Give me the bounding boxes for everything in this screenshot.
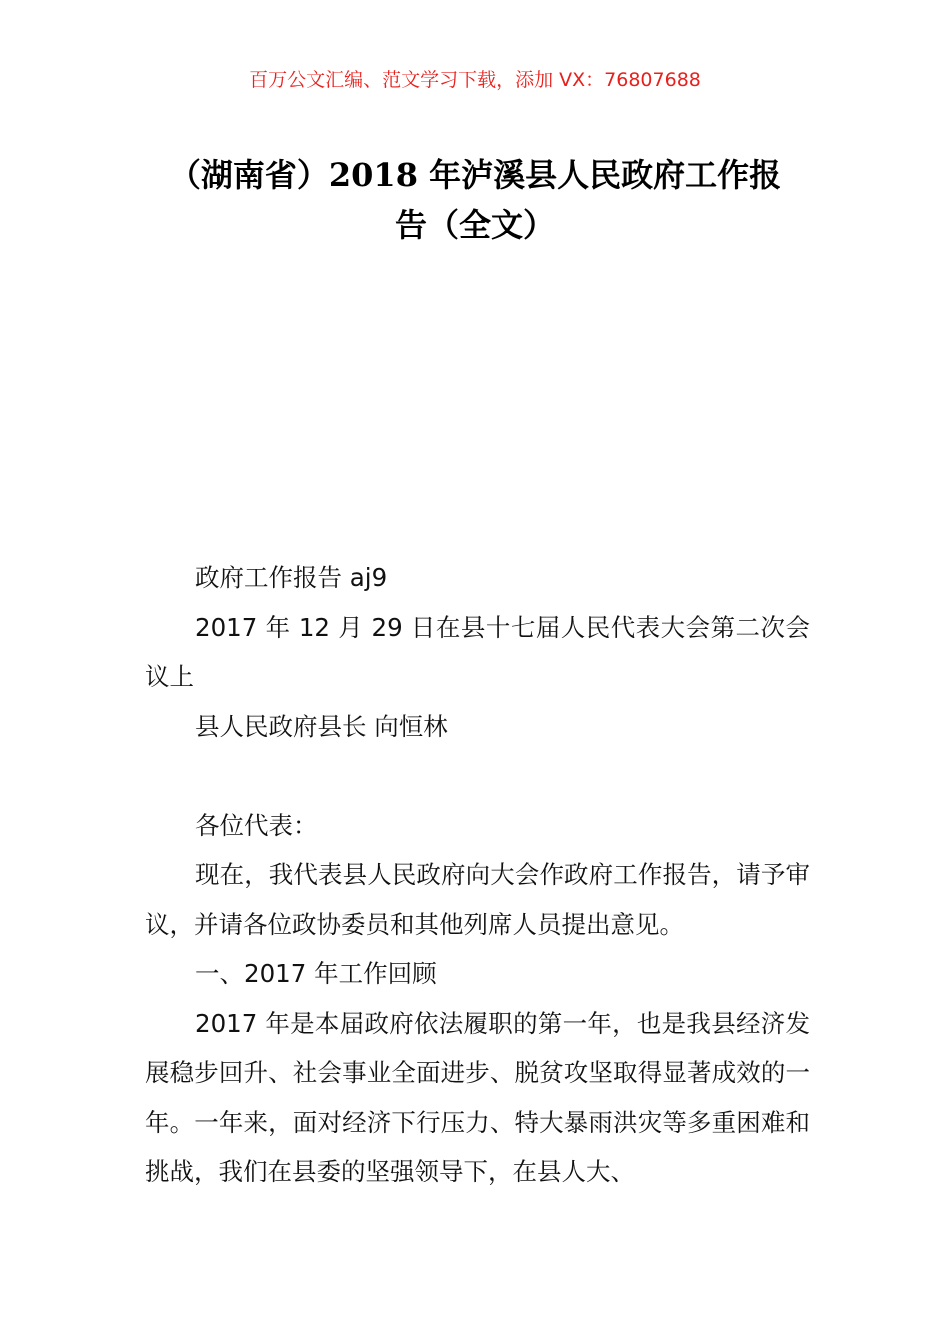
- speaker-line: 县人民政府县长 向恒林: [195, 711, 448, 741]
- document-title: [130, 150, 820, 250]
- blank-line: [145, 751, 810, 801]
- document-title-line-2: 告（全文）: [394, 206, 555, 244]
- document-body: [145, 553, 810, 1197]
- salutation: 各位代表：: [195, 810, 318, 840]
- opening-paragraph: 现在，我代表县人民政府向大会作政府工作报告，请予审议，并请各位政协委员和其他列席人员提出意见。: [145, 860, 810, 939]
- report-label: 政府工作报告 aj9: [195, 563, 388, 592]
- meeting-date-line: 2017 年 12 月 29 日在县十七届人民代表大会第二次会议上: [145, 612, 810, 691]
- section-heading: 一、2017 年工作回顾: [195, 959, 437, 988]
- document-title-line-1: （湖南省）2018 年泸溪县人民政府工作报: [168, 156, 782, 194]
- review-paragraph: 2017 年是本届政府依法履职的第一年，也是我县经济发展稳步回升、社会事业全面进步、脱贫攻坚取得显著成效的一年。一年来，面对经济下行压力、特大暴雨洪灾等多重困难和挑战，我们在县委的坚强领导下，在县人大、: [145, 1008, 810, 1186]
- watermark-banner: 百万公文汇编、范文学习下载，添加 VX：76807688: [249, 69, 701, 91]
